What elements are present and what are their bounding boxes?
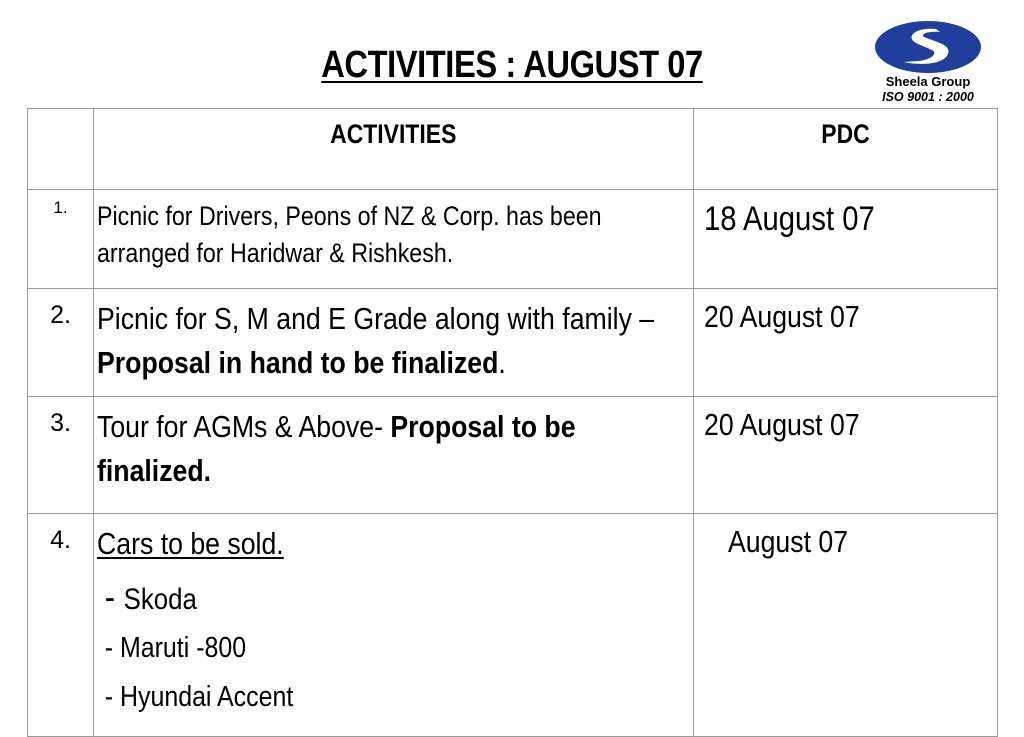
pdc-date: 20 August 07 xyxy=(704,407,860,442)
list-item xyxy=(97,673,690,722)
logo-company-name: Sheela Group xyxy=(885,74,971,89)
pdc-date: 18 August 07 xyxy=(704,200,875,238)
pdc-cell xyxy=(694,397,998,514)
page-title xyxy=(72,44,953,87)
activity-bold-text: Proposal to be finalized. xyxy=(97,409,576,488)
row-number: 4. xyxy=(50,526,71,554)
list-item-text: - Maruti -800 xyxy=(104,632,247,664)
pdc-cell xyxy=(694,190,998,289)
header-activities-label: ACTIVITIES xyxy=(330,119,457,149)
activities-table xyxy=(27,108,998,737)
list-item-dash: - xyxy=(104,576,124,617)
company-logo xyxy=(858,20,998,108)
sheela-group-logo-icon xyxy=(874,20,982,74)
list-item-text: Skoda xyxy=(123,583,197,616)
header-pdc-label: PDC xyxy=(821,119,870,149)
activity-tail-text: . xyxy=(498,345,506,380)
row-number-cell xyxy=(28,514,94,737)
logo-iso-certification: ISO 9001 : 2000 xyxy=(882,90,974,104)
row-number: 3. xyxy=(50,409,71,437)
activity-heading xyxy=(97,522,690,566)
activity-heading-text: Cars to be sold. xyxy=(97,526,284,561)
header-number-cell xyxy=(28,109,94,190)
row-number: 2. xyxy=(50,301,71,329)
row-number-cell xyxy=(28,289,94,397)
row-number: 1. xyxy=(53,198,68,217)
pdc-date: 20 August 07 xyxy=(704,299,860,334)
car-list xyxy=(97,572,690,722)
activity-cell xyxy=(94,289,694,397)
table-row xyxy=(28,514,998,737)
activity-plain-text: Picnic for S, M and E Grade along with family – xyxy=(97,301,655,336)
activity-text xyxy=(97,297,690,385)
activity-bold-text: Proposal in hand to be finalized xyxy=(97,345,499,380)
row-number-cell xyxy=(28,190,94,289)
activity-cell xyxy=(94,190,694,289)
table-row xyxy=(28,289,998,397)
list-item xyxy=(97,624,690,673)
list-item xyxy=(97,572,690,624)
table-row xyxy=(28,397,998,514)
header-pdc-cell xyxy=(694,109,998,190)
list-item-text: - Hyundai Accent xyxy=(104,681,294,713)
activity-plain-text: Tour for AGMs & Above- xyxy=(97,409,391,444)
activity-cell xyxy=(94,514,694,737)
activity-text xyxy=(97,405,690,493)
table-row xyxy=(28,190,998,289)
row-number-cell xyxy=(28,397,94,514)
page-title-text: ACTIVITIES : AUGUST 07 xyxy=(321,44,703,86)
pdc-cell xyxy=(694,289,998,397)
header-activities-cell xyxy=(94,109,694,190)
table-header-row xyxy=(28,109,998,190)
activity-cell xyxy=(94,397,694,514)
pdc-cell xyxy=(694,514,998,737)
pdc-date: August 07 xyxy=(728,524,849,559)
activity-text: Picnic for Drivers, Peons of NZ & Corp. has been arranged for Haridwar & Rishkesh. xyxy=(97,201,602,268)
